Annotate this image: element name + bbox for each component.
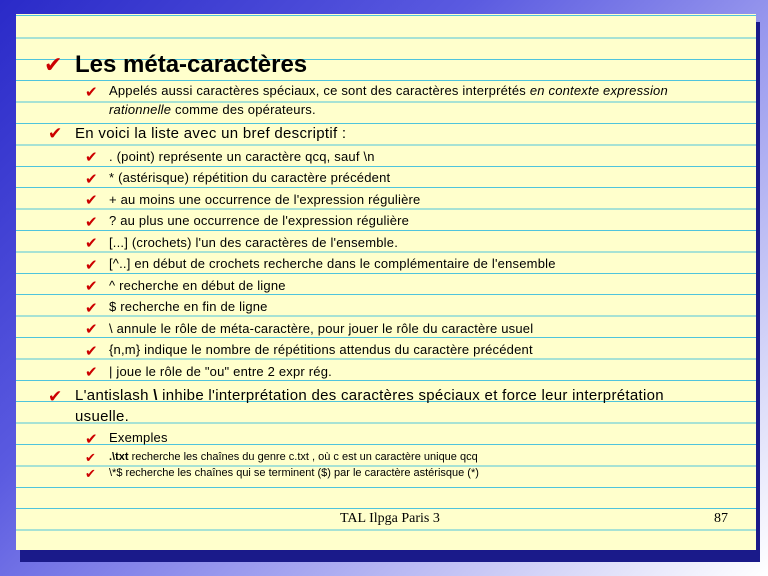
list-item: + au moins une occurrence de l'expression régulière	[109, 192, 421, 207]
list-item: {n,m} indique le nombre de répétitions attendus du caractère précédent	[109, 342, 533, 357]
list-item: \ annule le rôle de méta-caractère, pour jouer le rôle du caractère usuel	[109, 321, 534, 336]
check-icon: ✔	[85, 234, 98, 252]
list-item: ? au plus une occurrence de l'expression régulière	[109, 213, 410, 228]
check-icon: ✔	[85, 83, 98, 101]
intro-line-1: Appelés aussi caractères spéciaux, ce sont des caractères interprétés en contexte expression	[109, 83, 668, 98]
slide	[16, 14, 756, 550]
example-item: \*$ recherche les chaînes qui se terminent ($) par le caractère astérisque (*)	[109, 467, 479, 479]
check-icon: ✔	[44, 53, 63, 78]
list-item: ^ recherche en début de ligne	[109, 278, 286, 293]
intro-line-2: rationnelle comme des opérateurs.	[109, 102, 316, 117]
check-icon: ✔	[85, 277, 98, 295]
check-icon: ✔	[85, 451, 96, 466]
list-item: * (astérisque) répétition du caractère précédent	[109, 170, 391, 185]
list-item: $ recherche en fin de ligne	[109, 299, 268, 314]
check-icon: ✔	[85, 148, 98, 166]
check-icon: ✔	[85, 299, 98, 317]
check-icon: ✔	[85, 430, 98, 448]
list-intro: En voici la liste avec un bref descriptif :	[75, 125, 347, 142]
example-item: .\txt recherche les chaînes du genre c.txt , où c est un caractère unique qcq	[109, 451, 478, 463]
check-icon: ✔	[85, 170, 98, 188]
check-icon: ✔	[48, 124, 63, 144]
check-icon: ✔	[48, 387, 63, 407]
check-icon: ✔	[85, 213, 98, 231]
antislash-line-2: usuelle.	[75, 408, 130, 425]
page-number: 87	[714, 511, 728, 526]
check-icon: ✔	[85, 342, 98, 360]
slide-title: Les méta-caractères	[75, 51, 308, 78]
check-icon: ✔	[85, 467, 96, 482]
list-item: [...] (crochets) l'un des caractères de l'ensemble.	[109, 235, 399, 250]
antislash-line-1: L'antislash \ inhibe l'interprétation des caractères spéciaux et force leur interprétation	[75, 387, 664, 404]
footer-title: TAL Ilpga Paris 3	[340, 511, 440, 526]
list-item: [^..] en début de crochets recherche dans le complémentaire de l'ensemble	[109, 256, 556, 271]
list-item: | joue le rôle de "ou" entre 2 expr rég.	[109, 364, 332, 379]
list-item: . (point) représente un caractère qcq, sauf \n	[109, 149, 375, 164]
check-icon: ✔	[85, 256, 98, 274]
check-icon: ✔	[85, 363, 98, 381]
examples-label: Exemples	[109, 430, 168, 445]
check-icon: ✔	[85, 320, 98, 338]
check-icon: ✔	[85, 191, 98, 209]
